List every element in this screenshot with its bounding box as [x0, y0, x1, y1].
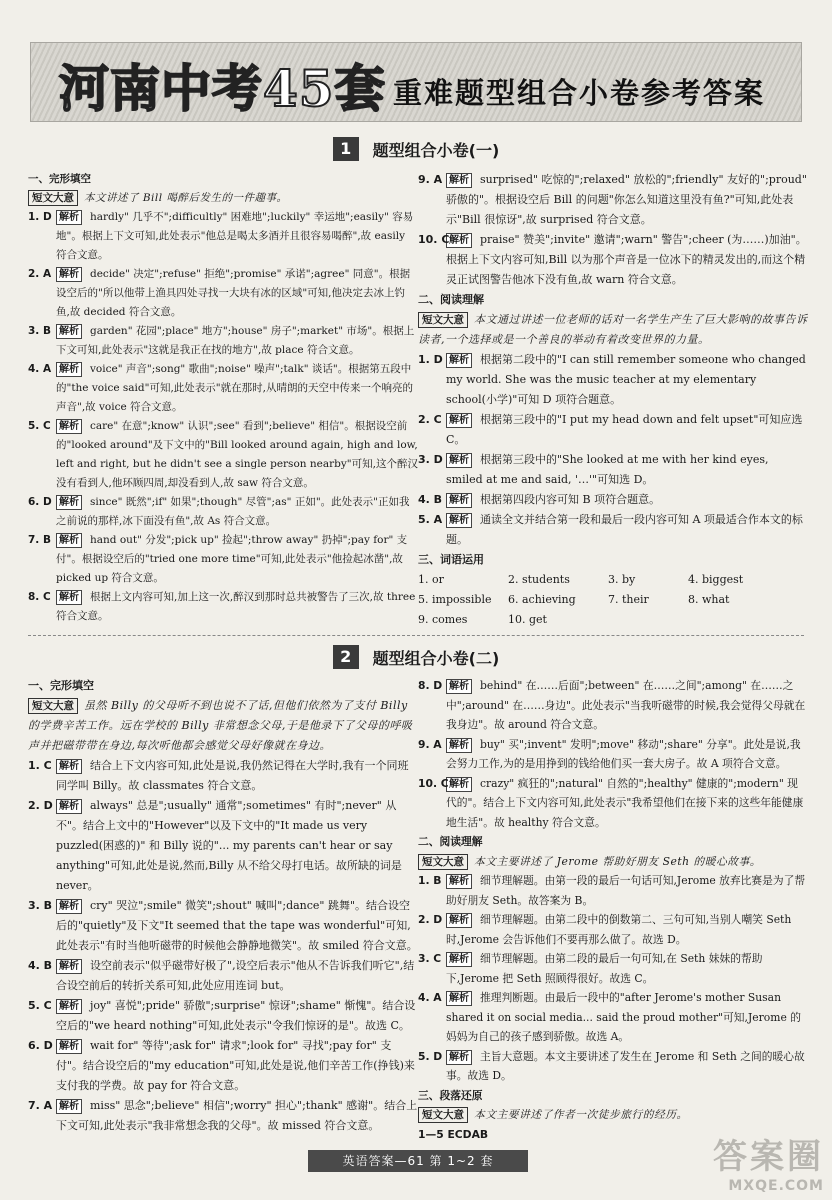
summary-text: 本文讲述了 Bill 喝醉后发生的一件趣事。 [84, 192, 288, 204]
answer-text: 根据第四段内容可知 B 项符合题意。 [480, 493, 661, 506]
section-number: 1 [333, 137, 359, 161]
analysis-tag: 解析 [56, 959, 82, 974]
analysis-tag: 解析 [56, 999, 82, 1014]
answer-number: 9. A [418, 737, 442, 751]
answer-text: praise" 赞美";invite" 邀请";warn" 警告";cheer (为……)加油"。根据上下文内容可知,Bill 以为那个声音是一位冰下的精灵发出的,而这个精灵正试图警告他冰下没有鱼,故 warn 符合文意。 [446, 233, 807, 286]
analysis-tag: 解析 [446, 777, 472, 792]
analysis-tag: 解析 [56, 495, 82, 510]
summary-tag: 短文大意 [28, 190, 78, 206]
answer-item [418, 410, 808, 450]
summary-block [418, 310, 808, 350]
analysis-tag: 解析 [446, 991, 472, 1006]
answer-text: surprised" 吃惊的";relaxed" 放松的";friendly" 友好的";proud" 骄傲的"。根据设空后 Bill 的问题"你怎么知道这里没有鱼?"可知,此处表示"Bill 很惊讶",故 surprised 符合文意。 [446, 173, 807, 226]
answer-item [418, 774, 808, 833]
vocab-row [418, 610, 808, 630]
answer-text: buy" 买";invent" 发明";move" 移动";share" 分享"。此处是说,我会努力工作,为的是用挣到的钱给他们买一套大房子。故 A 项符合文意。 [446, 737, 801, 770]
category-heading: 一、完形填空 [28, 679, 94, 692]
summary-text: 本文通过讲述一位老师的话对一名学生产生了巨大影响的故事告诉读者,一个选择或是一个善良的举动有着改变世界的力量。 [418, 313, 808, 346]
vocab-answer [608, 610, 688, 630]
answer-item [28, 956, 418, 996]
answer-number: 2. C [418, 413, 442, 426]
vocab-answer: 10. get [508, 613, 547, 626]
analysis-tag: 解析 [56, 590, 82, 605]
summary-block [418, 852, 808, 872]
answer-text: wait for" 等待";ask for" 请求";look for" 寻找";pay for" 支付"。结合设空后的"my education"可知,此处是说,他们辛苦工作(挣钱)来支付我的学费。故 pay for 符合文意。 [56, 1039, 415, 1092]
answer-text: 主旨大意题。本文主要讲述了发生在 Jerome 和 Seth 之间的暖心故事。故选 D。 [446, 1049, 805, 1082]
category-heading: 二、阅读理解 [418, 293, 484, 306]
answer-number: 5. A [418, 513, 443, 526]
answer-text: 通读全文并结合第一段和最后一段内容可知 A 项最适合作本文的标题。 [446, 513, 803, 546]
analysis-tag: 解析 [56, 1039, 82, 1054]
answer-number: 8. C [28, 591, 51, 603]
answer-number: 3. B [28, 325, 51, 337]
answer-item [28, 796, 418, 896]
answer-item [28, 208, 418, 265]
answer-number: 7. A [28, 1099, 53, 1112]
section-2-right-column [418, 676, 808, 1144]
summary-text: 虽然 Billy 的父母听不到也说不了话,但他们依然为了支付 Billy 的学费辛苦工作。远在学校的 Billy 非常想念父母,于是他录下了父母的呼吸声并把磁带带在身边,每次听他都会感觉父母好像就在身边。 [28, 699, 413, 752]
answer-item [28, 493, 418, 531]
answer-number: 5. D [418, 1049, 443, 1063]
answer-item [418, 490, 808, 510]
analysis-tag: 解析 [56, 362, 82, 377]
analysis-tag: 解析 [446, 353, 472, 368]
answer-text: always" 总是";usually" 通常";sometimes" 有时";never" 从不"。结合上文中的"However"以及下文中的"It made us very puzzled(困惑的)" 和 Billy 说的"... my parents can't hear or say anything"可知,此处是说,然而,Billy 从不给父母打电话。故所缺的词是 never。 [56, 799, 402, 892]
answer-item [418, 871, 808, 910]
answer-number: 4. A [28, 363, 52, 375]
page-footer: 英语答案—61 第 1~2 套 [308, 1150, 528, 1172]
section-divider [28, 635, 804, 636]
answer-number: 2. A [28, 268, 52, 280]
category-heading: 一、完形填空 [28, 173, 91, 185]
answer-text: hand out" 分发";pick up" 捡起";throw away" 扔掉";pay for" 支付"。根据设空后的"tried one more time"可知,此处表示"他捡起冰凿",故 picked up 符合文意。 [56, 534, 408, 584]
watermark-cn: 答案圈 [713, 1137, 824, 1177]
vocab-row [418, 570, 808, 590]
analysis-tag: 解析 [446, 1050, 472, 1065]
answer-text: behind" 在……后面";between" 在……之间";among" 在……之中";around" 在……身边"。此处表示"当我听磁带的时候,我会觉得父母就在我身边"。故 around 符合文意。 [446, 679, 806, 731]
answer-item [418, 230, 808, 290]
answer-number: 3. D [418, 453, 443, 466]
summary-text: 本文主要讲述了作者一次徒步旅行的经历。 [474, 1108, 688, 1121]
answer-text: joy" 喜悦";pride" 骄傲";surprise" 惊讶";shame" 惭愧"。结合设空后的"we heard nothing"可知,此处表示"令我们惊讶的是"。故选 C。 [56, 999, 416, 1032]
vocab-answer: 6. achieving [508, 593, 576, 606]
answer-item [28, 417, 418, 493]
vocab-answer: 8. what [688, 593, 730, 606]
answer-number: 10. C [418, 776, 449, 790]
answer-number: 8. D [418, 679, 443, 692]
analysis-tag: 解析 [446, 493, 472, 508]
answer-number: 7. B [28, 534, 51, 546]
answer-item [28, 996, 418, 1036]
answer-item [418, 1047, 808, 1086]
analysis-tag: 解析 [56, 267, 82, 282]
vocab-answer: 4. biggest [688, 573, 744, 586]
answer-number: 4. B [418, 493, 443, 506]
answer-text: crazy" 疯狂的";natural" 自然的";healthy" 健康的";modern" 现代的"。结合上下文内容可知,此处表示"我希望他们在接下来的这些年能健康地生活"。故 healthy 符合文意。 [446, 776, 804, 829]
answer-item [418, 350, 808, 410]
summary-tag: 短文大意 [418, 1107, 468, 1123]
vocab-answer [688, 610, 798, 630]
analysis-tag: 解析 [56, 210, 82, 225]
answer-number: 1. D [28, 211, 52, 223]
answer-number: 4. A [418, 991, 442, 1004]
answer-item [418, 988, 808, 1047]
analysis-tag: 解析 [446, 233, 472, 248]
answer-text: 根据第二段中的"I can still remember someone who changed my world. She was the music teacher at my elementary school(小学)"可知 D 项符合题意。 [446, 353, 806, 406]
answer-text: 结合上下文内容可知,此处是说,我仍然记得在大学时,我有一个同班同学叫 Billy。故 classmates 符合文意。 [56, 759, 409, 792]
answer-number: 6. D [28, 496, 52, 508]
analysis-tag: 解析 [56, 799, 82, 814]
answer-item [28, 322, 418, 360]
answer-text: 细节理解题。由第二段中的倒数第二、三句可知,当别人嘲笑 Seth 时,Jerome 会告诉他们不要再那么做了。故选 D。 [446, 913, 792, 946]
answer-number: 1. D [418, 353, 443, 366]
section-heading: 题型组合小卷(一) [372, 140, 500, 160]
vocab-answer: 9. comes [418, 613, 468, 626]
answer-number: 5. C [28, 999, 52, 1012]
answer-item [418, 735, 808, 774]
section-1-left-column [28, 170, 418, 626]
category-heading: 三、词语运用 [418, 553, 484, 566]
answer-item [28, 531, 418, 588]
brand-title: 河南中考45套 [59, 59, 386, 118]
analysis-tag: 解析 [56, 899, 82, 914]
answer-number: 5. C [28, 420, 51, 432]
analysis-tag: 解析 [446, 913, 472, 928]
analysis-tag: 解析 [446, 952, 472, 967]
answer-number: 1. B [418, 874, 442, 887]
vocab-answer: 5. impossible [418, 593, 492, 606]
answer-text: hardly" 几乎不";difficultly" 困难地";luckily" 幸运地";easily" 容易地"。根据上下文可知,此处表示"他总是喝太多酒并且很容易喝醉",故 easily 符合文意。 [56, 211, 414, 261]
section-heading: 题型组合小卷(二) [372, 648, 500, 668]
answer-item [418, 510, 808, 550]
answer-text: 设空前表示"似乎磁带好极了",设空后表示"他从不告诉我们听它",结合设空前后的转折关系可知,此处应用连词 but。 [56, 959, 415, 992]
summary-text: 本文主要讲述了 Jerome 帮助好朋友 Seth 的暖心故事。 [474, 854, 761, 868]
answer-text: decide" 决定";refuse" 拒绝";promise" 承诺";agree" 同意"。根据设空后的"所以他带上渔具四处寻找一大块有冰的区域"可知,他决定去冰上钓鱼,故 decided 符合文意。 [56, 268, 411, 318]
answer-text: 细节理解题。由第一段的最后一句话可知,Jerome 放弃比赛是为了帮助好朋友 Seth。故答案为 B。 [446, 874, 806, 907]
analysis-tag: 解析 [56, 419, 82, 434]
answer-text: garden" 花园";place" 地方";house" 房子";market" 市场"。根据上下文可知,此处表示"这就是我正在找的地方",故 place 符合文意。 [56, 325, 415, 356]
summary-block [28, 189, 418, 208]
answer-number: 9. A [418, 173, 443, 186]
analysis-tag: 解析 [446, 413, 472, 428]
answer-item [28, 360, 418, 417]
answer-number: 10. C [418, 233, 450, 246]
analysis-tag: 解析 [56, 1099, 82, 1114]
analysis-tag: 解析 [56, 533, 82, 548]
watermark-en: MXQE.COM [728, 1178, 824, 1194]
answer-number: 4. B [28, 959, 53, 972]
answer-number: 1. C [28, 759, 52, 772]
analysis-tag: 解析 [446, 738, 472, 753]
answer-number: 3. B [28, 899, 53, 912]
watermark-logo [713, 1129, 824, 1194]
header-banner [30, 42, 802, 122]
paragraph-answer: 1—5 ECDAB [418, 1127, 489, 1141]
summary-tag: 短文大意 [418, 312, 468, 328]
answer-number: 2. D [418, 913, 443, 926]
vocab-row [418, 590, 808, 610]
answer-text: miss" 思念";believe" 相信";worry" 担心";thank" 感谢"。结合上下文可知,此处表示"我非常想念我的父母"。故 missed 符合文意。 [56, 1099, 418, 1132]
vocab-answer: 1. or [418, 573, 444, 586]
vocab-answer: 2. students [508, 573, 570, 586]
analysis-tag: 解析 [446, 679, 472, 694]
answer-item [28, 1096, 418, 1136]
analysis-tag: 解析 [446, 513, 472, 528]
section-2-left-column [28, 676, 418, 1136]
summary-tag: 短文大意 [28, 698, 78, 714]
answer-item [418, 910, 808, 949]
vocab-answer: 3. by [608, 573, 636, 586]
answer-item [28, 265, 418, 322]
banner-subtitle: 重难题型组合小卷参考答案 [392, 76, 765, 110]
answer-item [418, 450, 808, 490]
analysis-tag: 解析 [446, 173, 472, 188]
answer-text: 根据上文内容可知,加上这一次,醉汉到那时总共被警告了三次,故 three 符合文意。 [56, 591, 416, 622]
answer-item [418, 170, 808, 230]
answer-text: 细节理解题。由第二段的最后一句可知,在 Seth 妹妹的帮助下,Jerome 把 Seth 照顾得很好。故选 C。 [446, 952, 763, 985]
answer-number: 6. D [28, 1039, 53, 1052]
summary-tag: 短文大意 [418, 854, 468, 870]
section-1-title [0, 136, 832, 162]
answer-text: 根据第三段中的"She looked at me with her kind eyes, smiled at me and said, '…'"可知选 D。 [446, 453, 769, 486]
section-2-title [0, 644, 832, 670]
answer-text: cry" 哭泣";smile" 微笑";shout" 喊叫";dance" 跳舞"。结合设空后的"quietly"及下文"It seemed that the tape was wonderful"可知,此处表示"有时当他听磁带的时候他会静静地微笑"。故 smiled 符合文意。 [56, 899, 418, 952]
summary-block [28, 696, 418, 756]
summary-block [418, 1105, 808, 1125]
analysis-tag: 解析 [56, 324, 82, 339]
answer-text: 推理判断题。由最后一段中的"after Jerome's mother Susan shared it on social media... said the proud mother"可知,Jerome 的妈妈为自己的孩子感到骄傲。故选 A。 [446, 991, 801, 1043]
section-1-right-column [418, 170, 808, 630]
answer-item [28, 756, 418, 796]
section-number: 2 [333, 645, 359, 669]
answer-text: voice" 声音";song" 歌曲";noise" 噪声";talk" 谈话"。根据第五段中的"the voice said"可知,此处表示"就在那时,从晴朗的天空中传来一个响亮的声音",故 voice 符合文意。 [56, 363, 413, 413]
analysis-tag: 解析 [446, 874, 472, 889]
category-heading: 三、段落还原 [418, 1088, 483, 1102]
answer-item [28, 1036, 418, 1096]
answer-item [28, 588, 418, 626]
answer-text: care" 在意";know" 认识";see" 看到";believe" 相信"。根据设空前的"looked around"及下文中的"Bill looked around again, high and low, left and right, but he didn't see a single person nearby"可知,这个醉汉没有看到人,他环顾四周,却没看到人,故 saw 符合文意。 [56, 420, 418, 489]
category-heading: 二、阅读理解 [418, 835, 483, 848]
analysis-tag: 解析 [56, 759, 82, 774]
analysis-tag: 解析 [446, 453, 472, 468]
answer-text: 根据第三段中的"I put my head down and felt upset"可知应选 C。 [446, 413, 803, 446]
answer-item [28, 896, 418, 956]
answer-text: since" 既然";if" 如果";though" 尽管";as" 正如"。此处表示"正如我之前说的那样,冰下面没有鱼",故 As 符合文意。 [56, 496, 410, 527]
answer-item [418, 676, 808, 735]
answer-number: 2. D [28, 799, 53, 812]
answer-item [418, 949, 808, 988]
answer-number: 3. C [418, 952, 442, 965]
vocab-answer: 7. their [608, 593, 649, 606]
